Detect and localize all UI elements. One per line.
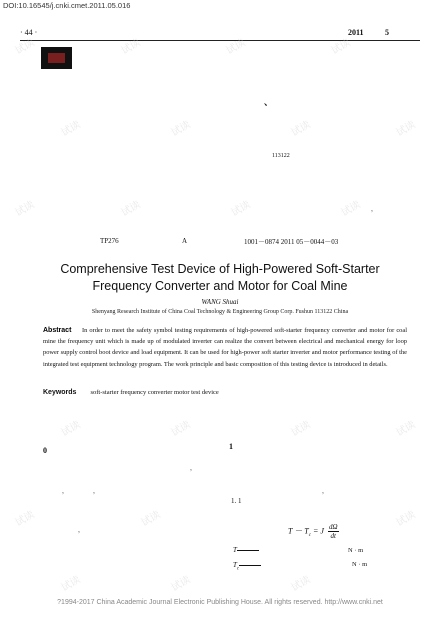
watermark: 试读 [169,419,193,439]
watermark: 试读 [119,199,143,219]
symbol-unit: N · m [348,547,364,554]
equation-fraction [328,523,339,540]
watermark: 试读 [119,37,143,57]
watermark: 试读 [13,37,37,57]
symbol-row [233,561,261,571]
clc-number: TP276 [100,237,119,245]
journal-year: 2011 [348,28,364,37]
watermark: 试读 [13,199,37,219]
document-code: A [182,237,188,245]
page-number: · 44 · [20,28,38,37]
fraction-numerator: dΩ [328,523,338,531]
paper-title-line1: Comprehensive Test Device of High-Powered Soft-Starter [60,262,380,276]
symbol-row [233,546,259,554]
equation-lhs-sub: c [308,532,311,538]
abstract-block [43,325,407,370]
section-1-heading: 1 [229,442,233,451]
watermark: 试读 [13,509,37,529]
title-mark: 、 [264,97,274,107]
watermark: 试读 [289,119,313,139]
comma-mark: ， [62,489,69,495]
watermark: 试读 [169,119,193,139]
symbol-unit: N · m [352,561,368,568]
motion-equation [288,523,339,540]
watermark: 试读 [339,199,363,219]
journal-logo [41,47,72,69]
watermark: 试读 [169,574,193,594]
paper-title-line2: Frequency Converter and Motor for Coal Mine [92,279,348,293]
comma-mark: ， [322,489,329,495]
keywords-line [43,389,219,396]
comma-mark: ， [78,528,85,534]
keywords-label: Keywords [43,389,77,396]
author-affiliation: Shenyang Research Institute of China Coal Technology & Engineering Group Corp. Fushun 113122 China [91,309,349,315]
watermark: 试读 [224,37,248,57]
watermark: 试读 [329,37,353,57]
header-rule [20,40,420,41]
comma-mark: ， [371,207,378,213]
watermark: 试读 [394,119,418,139]
copyright-footer: ?1994-2017 China Academic Journal Electronic Publishing House. All rights reserved. http://www.cnki.net [57,599,383,606]
keywords-text: soft-starter frequency converter motor test device [90,389,219,396]
symbol-name: T [233,546,237,554]
postcode: 113122 [272,153,290,159]
comma-mark: ， [93,489,100,495]
article-id: 1001－0874 2011 05－0044－03 [244,238,339,246]
section-1-1-heading: 1. 1 [231,497,242,505]
section-0-heading: 0 [43,446,47,455]
symbol-sub: c [236,566,240,572]
comma-mark: ， [190,466,197,472]
watermark: 试读 [59,419,83,439]
watermark: 试读 [394,419,418,439]
symbol-name: T [233,561,237,569]
fraction-denominator: dt [330,532,336,540]
watermark: 试读 [59,574,83,594]
watermark: 试读 [289,574,313,594]
journal-issue: 5 [385,28,389,37]
watermark: 试读 [289,419,313,439]
equation-lhs: T － T [288,526,309,536]
doi-text: DOI:10.16545/j.cnki.cmet.2011.05.016 [3,1,131,10]
abstract-label: Abstract [43,327,72,334]
abstract-text: In order to meet the safety symbol testing requirements of high-powered soft-starter frequency converter and motor for coal mine the frequency unit which is made up of modulated inverter can realize the convert between electrical and mechanical energy for loop power supply control boot device and load equipment. It can be used for high-power soft starter inverter and motor performance testing of the integrated test equipment technology program. The work principle and basic composition of this testing device is introduced in details. [43,327,407,368]
equation-rhs: = J [311,526,324,536]
author-name: WANG Shuai [201,298,239,306]
watermark: 试读 [59,119,83,139]
watermark: 试读 [394,509,418,529]
watermark: 试读 [139,509,163,529]
watermark: 试读 [229,199,253,219]
